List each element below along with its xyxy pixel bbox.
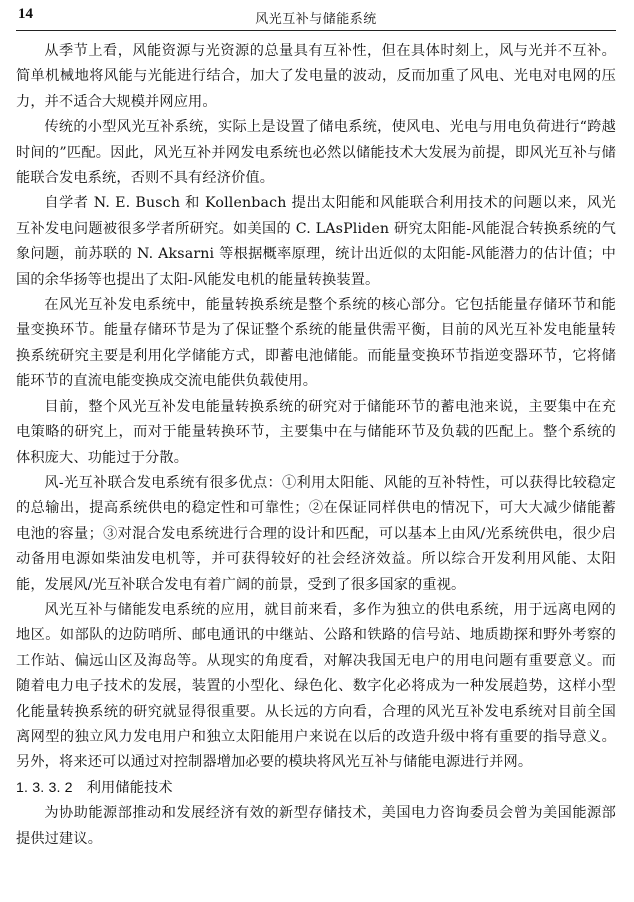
paragraph: 在风光互补发电系统中，能量转换系统是整个系统的核心部分。它包括能量存储环节和能量变换环节。能量存储环节是为了保证整个系统的能量供需平衡，目前的风光互补发电能量转换系统研究主要是利用化学储能方式，即蓄电池储能。而能量变换环节指逆变器环节，它将储能环节的直流电能变换成交流电能供负载使用。 [16,297,616,390]
running-title: 风光互补与储能系统 [255,12,377,27]
section-title: 利用储能技术 [86,779,173,796]
section-heading [16,776,616,801]
paragraph: 为协助能源部推动和发展经济有效的新型存储技术，美国电力咨询委员会曾为美国能源部提供过建议。 [16,805,616,847]
paragraph: 从季节上看，风能资源与光资源的总量具有互补性，但在具体时刻上，风与光并不互补。简单机械地将风能与光能进行结合，加大了发电量的波动，反而加重了风电、光电对电网的压力，并不适合大规模并网应用。 [16,43,616,110]
paragraph: 风光互补与储能发电系统的应用，就目前来看，多作为独立的供电系统，用于远离电网的地区。如部队的边防哨所、邮电通讯的中继站、公路和铁路的信号站、地质勘探和野外考察的工作站、偏远山区及海岛等。从现实的角度看，对解决我国无电户的用电问题有重要意义。而随着电力电子技术的发展，装置的小型化、绿色化、数字化必将成为一种发展趋势，这样小型化能量转换系统的研究就显得很重要。从长远的方向看，合理的风光互补发电系统对目前全国离网型的独立风力发电用户和独立太阳能用户来说在以后的改造升级中将有重要的指导意义。另外，将来还可以通过对控制器增加必要的模块将风光互补与储能电源进行并网。 [16,601,616,771]
body-text [16,39,616,852]
paragraph: 自学者 N. E. Busch 和 Kollenbach 提出太阳能和风能联合利用技术的问题以来，风光互补发电问题被很多学者所研究。如美国的 C. LAsPliden 研究太阳能-风能混合转换系统的气象问题，前苏联的 N. Aksarni 等根据概率原理，统计出近似的太阳能-风能潜力的估计值；中国的余华扬等也提出了太阳-风能发电机的能量转换装置。 [16,195,616,288]
paragraph: 风-光互补联合发电系统有很多优点：①利用太阳能、风能的互补特性，可以获得比较稳定的总输出，提高系统供电的稳定性和可靠性；②在保证同样供电的情况下，可大大减少储能蓄电池的容量；③对混合发电系统进行合理的设计和匹配，可以基本上由风/光系统供电，很少启动备用电源如柴油发电机等，并可获得较好的社会经济效益。所以综合开发利用风能、太阳能，发展风/光互补联合发电有着广阔的前景，受到了很多国家的重视。 [16,474,616,593]
section-number: 1. 3. 3. 2 [16,779,73,796]
page-header [16,4,616,31]
paragraph: 目前，整个风光互补发电能量转换系统的研究对于储能环节的蓄电池来说，主要集中在充电策略的研究上，而对于能量转换环节，主要集中在与储能环节及负载的匹配上。整个系统的体积庞大、功能过于分散。 [16,398,616,466]
paragraph: 传统的小型风光互补系统，实际上是设置了储电系统，使风电、光电与用电负荷进行“跨越时间的”匹配。因此，风光互补并网发电系统也必然以储能技术大发展为前提，即风光互补与储能联合发电系统，否则不具有经济价值。 [16,119,616,187]
page-number: 14 [18,6,33,22]
